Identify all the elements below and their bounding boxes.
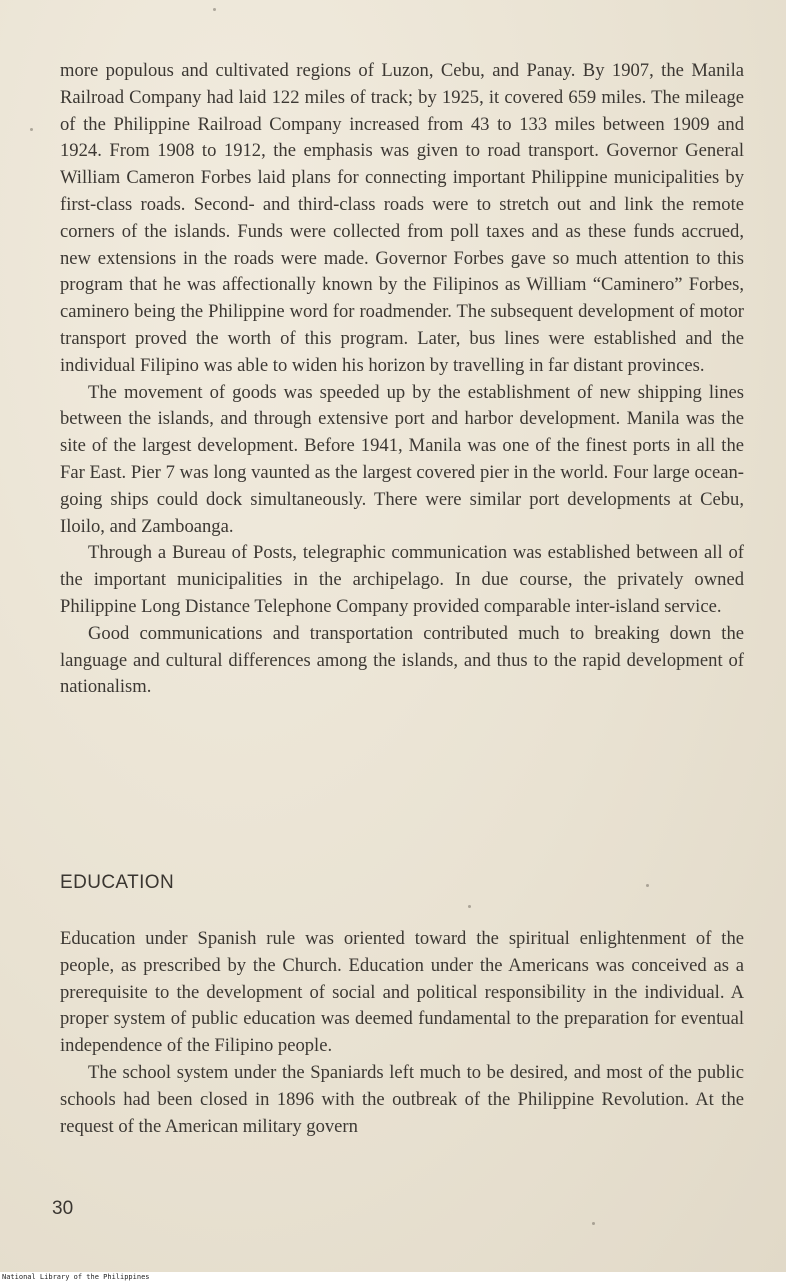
body-text-bottom xyxy=(60,926,744,1140)
paper-speck xyxy=(213,8,216,11)
paper-speck xyxy=(646,884,649,887)
body-text-top xyxy=(60,58,744,701)
paragraph-posts: Through a Bureau of Posts, telegraphic communication was established between all of the important municipalities in the archipelago. In due course, the privately owned Philippine Long Distance Telephone Company provided comparable inter-island service. xyxy=(60,542,744,617)
footer-bar xyxy=(0,1272,786,1283)
paper-speck xyxy=(30,128,33,131)
paragraph-education: Education under Spanish rule was oriented toward the spiritual enlightenment of the people, as prescribed by the Church. Education under the Americans was conceived as a prerequisite to the development of social and political responsibility in the individual. A proper system of public education was deemed fundamental to the preparation for eventual independence of the Filipino people. xyxy=(60,928,744,1057)
paragraph-nationalism: Good communications and transportation contributed much to breaking down the language and cultural differences among the islands, and thus to the rapid development of nationalism. xyxy=(60,622,744,698)
paragraph-shipping: The movement of goods was speeded up by the establishment of new shipping lines between the islands, and through extensive port and harbor development. Manila was the site of the largest development. Before 1941, Manila was one of the finest ports in all the Far East. Pier 7 was long vaunted as the largest covered pier in the world. Four large ocean-going ships could dock simultaneously. There were similar port developments at Cebu, Iloilo, and Zamboanga. xyxy=(60,381,744,537)
paper-speck xyxy=(592,1222,595,1225)
paragraph-school-system: The school system under the Spaniards left much to be desired, and most of the public schools had been closed in 1896 with the outbreak of the Philippine Revolution. At the request of the American military govern xyxy=(60,1061,744,1137)
page-number: 30 xyxy=(52,1198,74,1219)
paragraph-transport: more populous and cultivated regions of Luzon, Cebu, and Panay. By 1907, the Manila Railroad Company had laid 122 miles of track; by 1925, it covered 659 miles. The mileage of the Philippine Railroad Company increased from 43 to 133 miles between 1909 and 1924. From 1908 to 1912, the emphasis was given to road transport. Governor General William Cameron Forbes laid plans for connecting important Philippine municipalities by first-class roads. Second- and third-class roads were to stretch out and link the remote corners of the islands. Funds were collected from poll taxes and as these funds accrued, new extensions in the roads were made. Governor Forbes gave so much attention to this program that he was affectionally known by the Filipinos as William “Caminero” Forbes, caminero being the Philippine word for roadmender. The subsequent development of motor transport proved the worth of this program. Later, bus lines were established and the individual Filipino was able to widen his horizon by travelling in far distant provinces. xyxy=(60,60,744,376)
paper-speck xyxy=(468,905,471,908)
footer-credit: National Library of the Philippines xyxy=(2,1273,150,1281)
section-heading-education: EDUCATION xyxy=(60,872,175,893)
